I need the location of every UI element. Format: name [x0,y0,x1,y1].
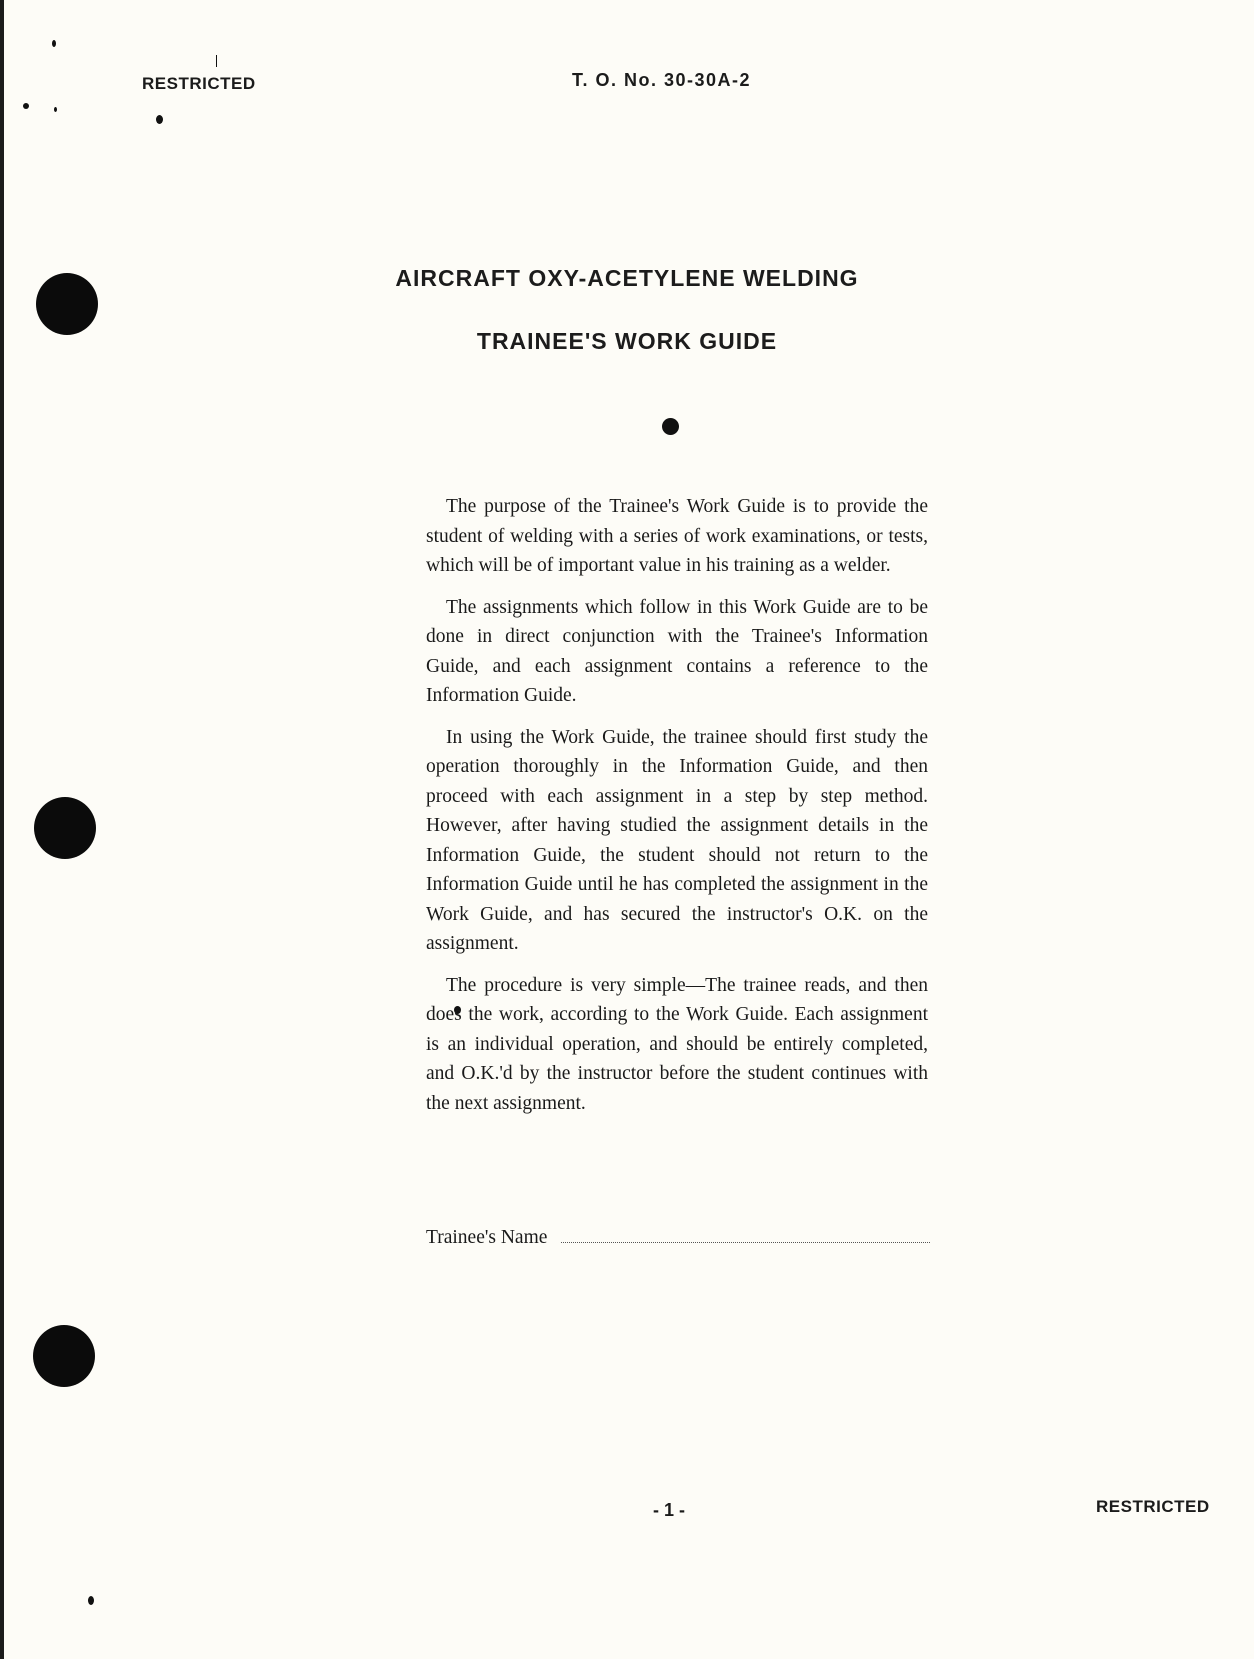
header-classification: RESTRICTED [142,74,256,93]
binder-hole-bottom [33,1325,95,1387]
document-subtitle: TRAINEE'S WORK GUIDE [476,328,778,354]
document-number: T. O. No. 30-30A-2 [572,70,752,90]
scan-speck [216,55,217,67]
binder-hole-middle [34,797,96,859]
title-bullet-dot [662,418,679,435]
scan-speck [23,103,29,109]
scan-speck [88,1596,94,1605]
paragraph-purpose: The purpose of the Trainee's Work Guide is to provide the student of welding with a series of work examinations, or tests, which will be of important value in his training as a welder. [426,496,928,576]
footer-classification: RESTRICTED [1096,1497,1210,1516]
paragraph-usage: In using the Work Guide, the trainee should first study the operation thoroughly in the Information Guide, and then proceed with each assignment in a step by step method. However, after having studied the assignment details in the Information Guide, the student should not return to the Information Guide until he has completed the assignment in the Work Guide, and has secured the instructor's O.K. on the assignment. [426,726,928,954]
body-text [426,492,928,1130]
trainee-name-label: Trainee's Name [426,1227,548,1248]
document-title: AIRCRAFT OXY-ACETYLENE WELDING [395,265,859,291]
trainee-name-field[interactable] [561,1226,930,1243]
paragraph-assignments: The assignments which follow in this Work Guide are to be done in direct conjunction with the Trainee's Information Guide, and each assignment contains a reference to the Information Guide. [426,596,928,706]
scan-speck [54,107,57,112]
page-number: - 1 - [652,1500,685,1520]
trainee-name-row [426,1226,930,1249]
scan-edge-strip [0,0,4,1659]
scan-speck [52,40,56,47]
scan-speck [156,115,163,124]
paragraph-procedure: The procedure is very simple—The trainee reads, and then does the work, according to the Work Guide. Each assignment is an individual operation, and should be entirely completed, and O.K.'d by the instructor before the student continues with the next assignment. [426,974,928,1114]
